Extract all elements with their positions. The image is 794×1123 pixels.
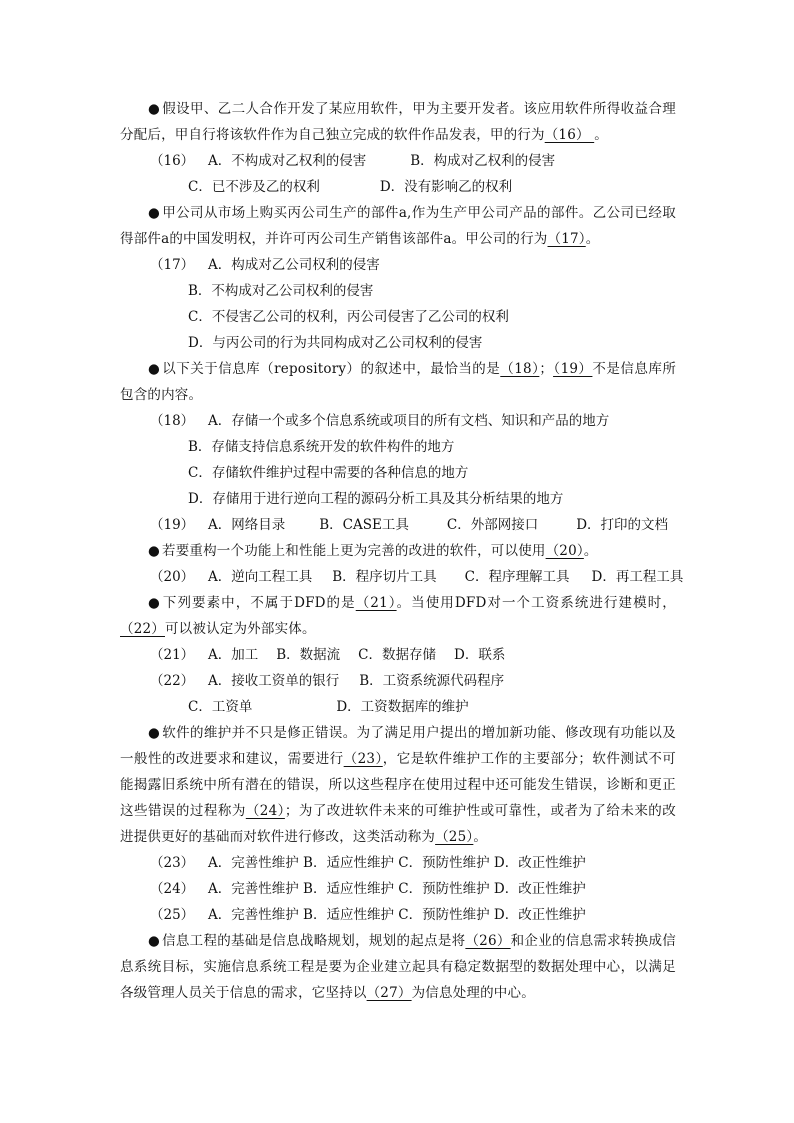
question-16-stem: ● 假设甲、乙二人合作开发了某应用软件，甲为主要开发者。该应用软件所得收益合理分配后，甲自行将该软件作为自己独立完成的软件作品发表，甲的行为（16） 。 [120, 96, 676, 148]
question-18-19-stem: ● 以下关于信息库（repository）的叙述中，最恰当的是（18）；（19）不是信息库所包含的内容。 [120, 356, 676, 408]
option-22-d: D．工资数据库的维护 [336, 699, 469, 715]
option-16-c: C．已不涉及乙的权利 [188, 179, 320, 195]
question-16-options-row2 [120, 174, 676, 200]
blank-26: （26） [465, 933, 511, 949]
question-17-stem: ● 甲公司从市场上购买丙公司生产的部件a,作为生产甲公司产品的部件。乙公司已经取得部件a的中国发明权，并许可丙公司生产销售该部件a。甲公司的行为（17）。 [120, 200, 676, 252]
option-16-d: D．没有影响乙的权利 [379, 179, 513, 195]
blank-24: （24） [245, 803, 285, 819]
blank-25: （25） [435, 829, 474, 845]
question-21-options: （21） A．加工 B．数据流 C．数据存储 D．联系 [150, 647, 506, 663]
question-17-option-d: D．与丙公司的行为共同构成对乙公司权利的侵害 [188, 335, 483, 351]
option-22-c: C．工资单 [188, 699, 253, 715]
option-20-c: C．程序理解工具 [464, 569, 570, 585]
option-20-d: D．再工程工具 [591, 569, 684, 585]
question-18-option-a: （18） A．存储一个或多个信息系统或项目的所有文档、知识和产品的地方 [150, 413, 610, 429]
blank-27: （27） [366, 985, 412, 1001]
question-17-option-c: C．不侵害乙公司的权利，丙公司侵害了乙公司的权利 [188, 309, 509, 325]
question-18-option-b: B．存储支持信息系统开发的软件构件的地方 [188, 439, 455, 455]
option-21-b: B．数据流 [276, 647, 341, 663]
question-19-options: （19） A．网络目录 B．CASE工具 C．外部网接口 D．打印的文档 [150, 517, 669, 533]
blank-22: （22） [120, 621, 165, 637]
question-22-options-row1: （22） A．接收工资单的银行 B．工资系统源代码程序 [150, 673, 505, 689]
question-17-option-a: （17） A．构成对乙公司权利的侵害 [150, 257, 380, 273]
bullet-icon: ● [148, 101, 160, 117]
bullet-icon: ● [148, 543, 160, 559]
option-20-b: B．程序切片工具 [332, 569, 437, 585]
question-18-option-d: D．存储用于进行逆向工程的源码分析工具及其分析结果的地方 [188, 491, 564, 507]
exam-page [120, 96, 684, 1006]
blank-20: （20） [545, 543, 584, 559]
question-20-stem: ● 若要重构一个功能上和性能上更为完善的改进的软件，可以使用（20）。 [120, 538, 676, 564]
question-20-options: （20） A．逆向工程工具 B．程序切片工具 C．程序理解工具 D．再工程工具 [150, 569, 684, 585]
question-17-option-b: B．不构成对乙公司权利的侵害 [188, 283, 374, 299]
question-18-option-c: C．存储软件维护过程中需要的各种信息的地方 [188, 465, 469, 481]
question-23-25-stem: ● 软件的维护并不只是修正错误。为了满足用户提出的增加新功能、修改现有功能以及一般性的改进要求和建议，需要进行（23），它是软件维护工作的主要部分；软件测试不可能揭露旧系统中所有潜在的错误，所以这些程序在使用过程中还可能发生错误，诊断和更正这些错误的过程称为（24）；为了改进软件未来的可维护性或可靠性，或者为了给未来的改进提供更好的基础而对软件进行修改，这类活动称为（25）。 [120, 720, 676, 850]
bullet-icon: ● [148, 725, 160, 741]
blank-23: （23） [343, 751, 383, 767]
question-21-22-stem: ● 下列要素中，不属于DFD的是（21）。当使用DFD对一个工资系统进行建模时，（22）可以被认定为外部实体。 [120, 590, 676, 642]
bullet-icon: ● [148, 933, 160, 949]
option-16-a: A．不构成对乙权利的侵害 [208, 153, 367, 169]
option-22-b: B．工资系统源代码程序 [359, 673, 505, 689]
bullet-icon: ● [148, 361, 160, 377]
option-19-c: C．外部网接口 [446, 517, 539, 533]
question-23-options: （23） A．完善性维护 B．适应性维护 C．预防性维护 D．改正性维护 [150, 855, 586, 871]
option-19-b: B．CASE工具 [319, 517, 409, 533]
question-22-options-row2 [120, 694, 676, 720]
blank-18: （18） [500, 361, 540, 377]
option-19-a: A．网络目录 [208, 517, 286, 533]
blank-21: （21） [355, 595, 397, 611]
blank-16: （16） [544, 127, 595, 143]
option-20-a: A．逆向工程工具 [208, 569, 313, 585]
blank-19: （19） [553, 361, 593, 377]
option-21-c: C．数据存储 [358, 647, 437, 663]
option-21-d: D．联系 [454, 647, 506, 663]
option-22-a: A．接收工资单的银行 [208, 673, 340, 689]
option-21-a: A．加工 [208, 647, 259, 663]
bullet-icon: ● [148, 595, 160, 611]
option-19-d: D．打印的文档 [576, 517, 669, 533]
question-16-options-row1: （16） A．不构成对乙权利的侵害 B．构成对乙权利的侵害 [150, 153, 556, 169]
blank-17: （17） [547, 231, 586, 247]
question-24-options: （24） A．完善性维护 B．适应性维护 C．预防性维护 D．改正性维护 [150, 881, 586, 897]
question-25-options: （25） A．完善性维护 B．适应性维护 C．预防性维护 D．改正性维护 [150, 907, 586, 923]
option-16-b: B．构成对乙权利的侵害 [410, 153, 556, 169]
bullet-icon: ● [148, 205, 160, 221]
question-26-27-stem: ● 信息工程的基础是信息战略规划，规划的起点是将（26）和企业的信息需求转换成信息系统目标，实施信息系统工程是要为企业建立起具有稳定数据型的数据处理中心，以满足各级管理人员关于信息的需求，它坚持以（27）为信息处理的中心。 [120, 928, 676, 1006]
